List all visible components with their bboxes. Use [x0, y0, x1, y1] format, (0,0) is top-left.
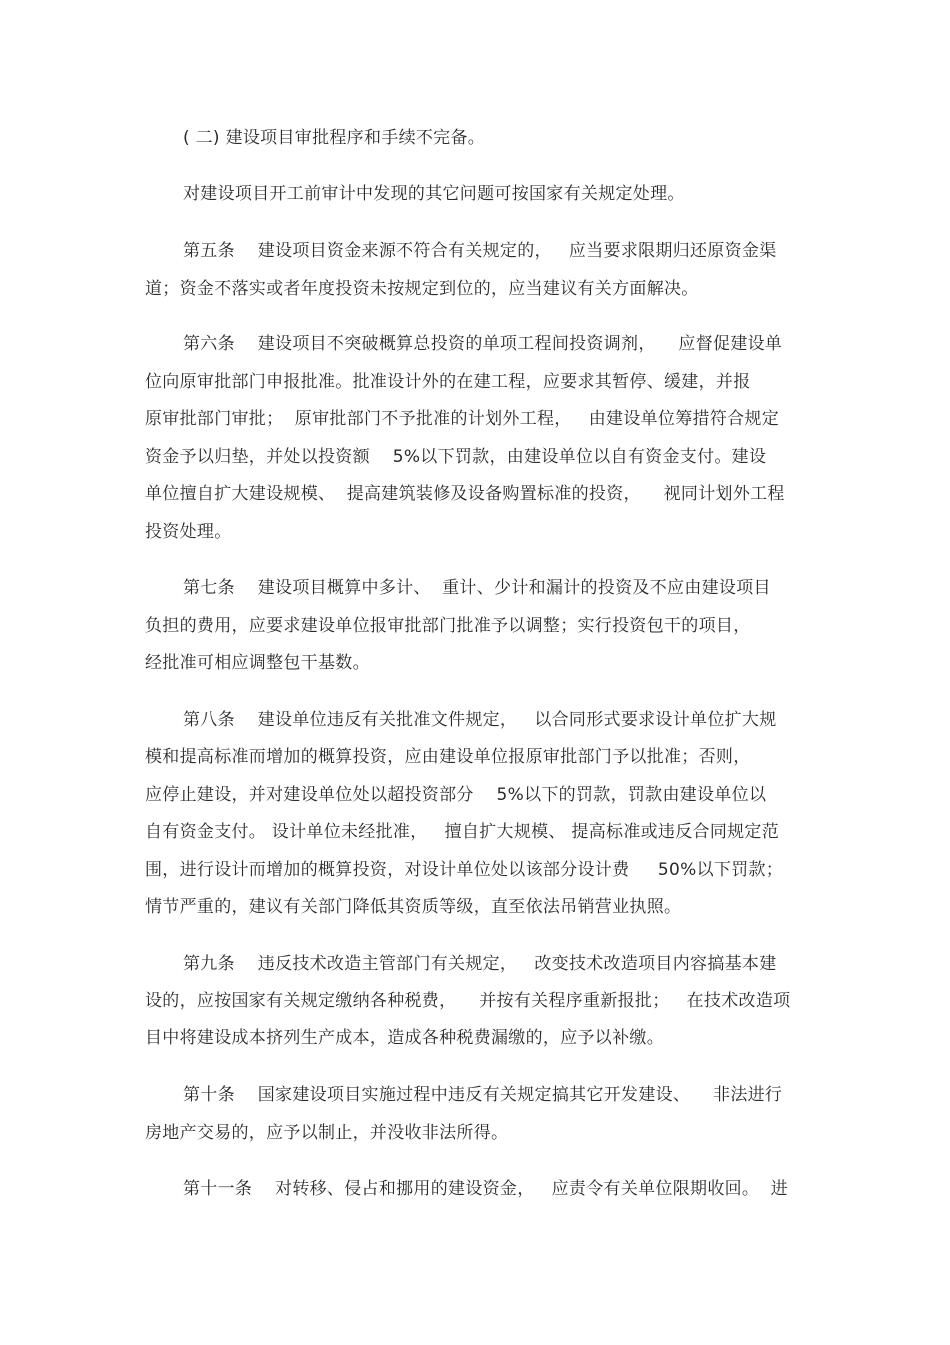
article-6-line-5: 单位擅自扩大建设规模、 提高建筑装修及设备购置标准的投资， 视同计划外工程: [145, 484, 785, 504]
article-9-line-3: 目中将建设成本挤列生产成本，造成各种税费漏缴的，应予以补缴。: [145, 1028, 664, 1048]
article-9-line-2: 设的，应按国家有关规定缴纳各种税费， 并按有关程序重新报批； 在技术改造项: [145, 991, 791, 1011]
text-line: 对建设项目开工前审计中发现的其它问题可按国家有关规定处理。: [183, 184, 685, 204]
article-5-line-2: 道；资金不落实或者年度投资未按规定到位的，应当建议有关方面解决。: [145, 279, 699, 299]
article-8-line-5: 围，进行设计而增加的概算投资，对设计单位处以该部分设计费 50%以下罚款；: [145, 860, 784, 880]
article-10-line-1: 第十条 国家建设项目实施过程中违反有关规定搞其它开发建设、 非法进行: [183, 1085, 783, 1105]
article-8-line-4: 自有资金支付。 设计单位未经批准， 擅自扩大规模、 提高标准或违反合同规定范: [145, 822, 780, 842]
article-6-line-1: 第六条 建设项目不突破概算总投资的单项工程间投资调剂， 应督促建设单: [183, 334, 783, 354]
article-8-line-2: 模和提高标准而增加的概算投资，应由建设单位报原审批部门予以批准；否则，: [145, 747, 751, 767]
article-8-line-1: 第八条 建设单位违反有关批准文件规定， 以合同形式要求设计单位扩大规: [183, 710, 777, 730]
article-6-line-2: 位向原审批部门申报批准。批准设计外的在建工程，应要求其暂停、缓建，并报: [145, 372, 751, 392]
article-7-line-3: 经批准可相应调整包干基数。: [145, 653, 370, 673]
article-5-line-1: 第五条 建设项目资金来源不符合有关规定的， 应当要求限期归还原资金渠: [183, 241, 777, 261]
article-9-line-1: 第九条 违反技术改造主管部门有关规定， 改变技术改造项目内容搞基本建: [183, 954, 777, 974]
article-7-line-2: 负担的费用，应要求建设单位报审批部门批准予以调整；实行投资包干的项目，: [145, 616, 751, 636]
article-10-line-2: 房地产交易的，应予以制止，并没收非法所得。: [145, 1123, 509, 1143]
text-line: ( 二) 建设项目审批程序和手续不完备。: [183, 128, 486, 148]
article-6-line-4: 资金予以归垫，并处以投资额 5%以下罚款，由建设单位以自有资金支付。建设: [145, 447, 767, 467]
article-7-line-1: 第七条 建设项目概算中多计、 重计、少计和漏计的投资及不应由建设项目: [183, 578, 771, 598]
article-11-line-1: 第十一条 对转移、侵占和挪用的建设资金， 应责令有关单位限期收回。 进: [183, 1179, 788, 1199]
article-8-line-3: 应停止建设，并对建设单位处以超投资部分 5%以下的罚款，罚款由建设单位以: [145, 785, 767, 805]
article-6-line-3: 原审批部门审批； 原审批部门不予批准的计划外工程， 由建设单位筹措符合规定: [145, 409, 780, 429]
article-6-line-6: 投资处理。: [145, 522, 232, 542]
article-8-line-6: 情节严重的，建议有关部门降低其资质等级，直至依法吊销营业执照。: [145, 897, 682, 917]
